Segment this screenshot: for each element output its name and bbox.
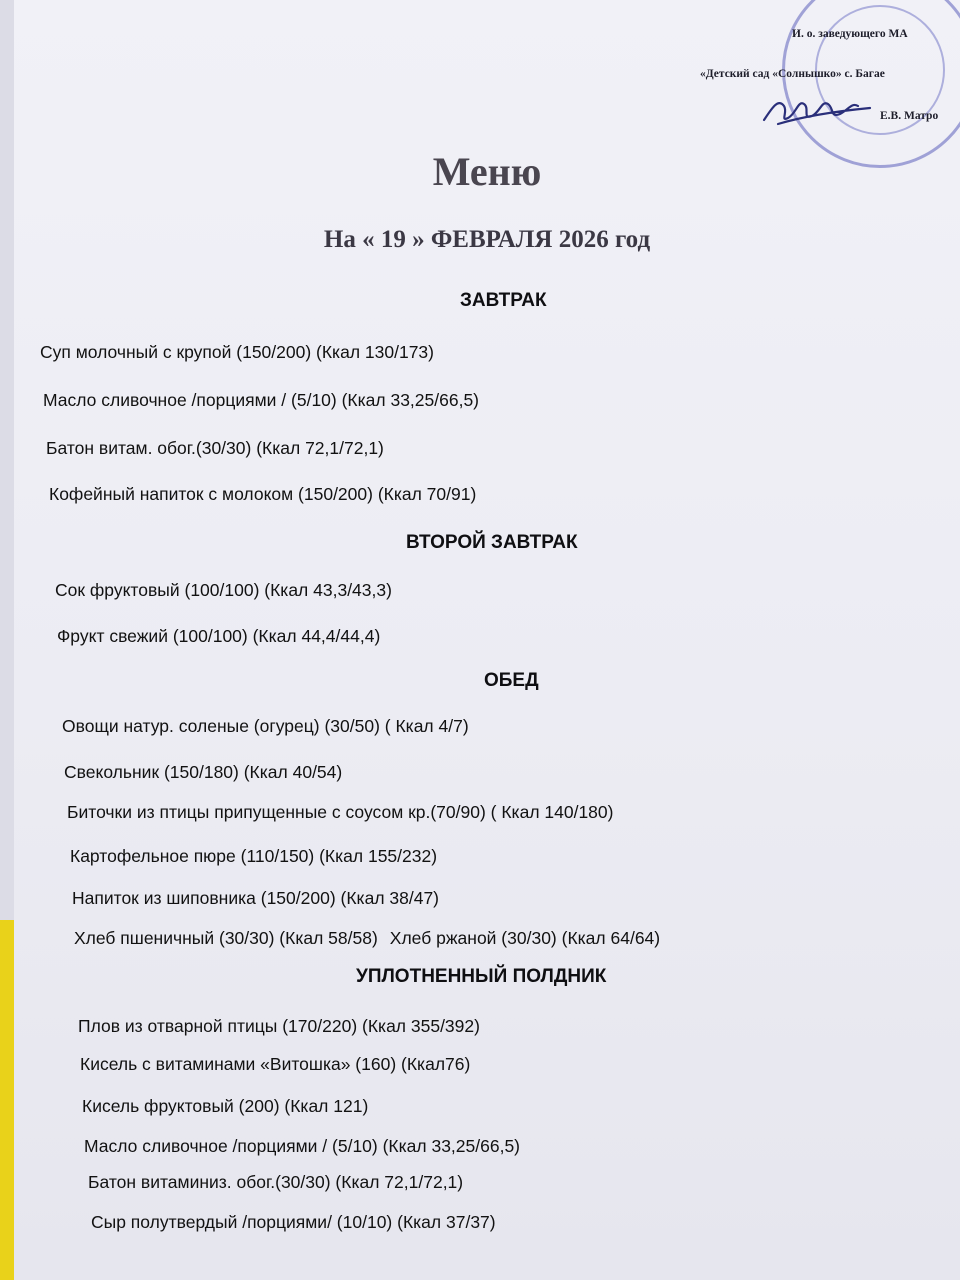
menu-item: Кисель фруктовый (200) (Ккал 121): [82, 1096, 369, 1116]
menu-item: Хлеб ржаной (30/30) (Ккал 64/64): [389, 928, 661, 948]
menu-item: Биточки из птицы припущенные с соусом кр.(70/90) ( Ккал 140/180): [67, 802, 614, 822]
menu-item: Сыр полутвердый /порциями/ (10/10) (Ккал 37/37): [91, 1212, 496, 1232]
page-title: Меню: [432, 149, 542, 194]
menu-item: Масло сливочное /порциями / (5/10) (Ккал 33,25/66,5): [84, 1136, 521, 1156]
menu-item: Суп молочный с крупой (150/200) (Ккал 130/173): [40, 342, 434, 362]
menu-item: Свекольник (150/180) (Ккал 40/54): [64, 762, 343, 782]
menu-item: Напиток из шиповника (150/200) (Ккал 38/47): [72, 888, 440, 908]
section-heading-snack: УПЛОТНЕННЫЙ ПОЛДНИК: [356, 966, 607, 987]
menu-item: Овощи натур. соленые (огурец) (30/50) ( Ккал 4/7): [62, 716, 469, 736]
signature-icon: [758, 78, 878, 138]
menu-item: Кисель с витаминами «Витошка» (160) (Ккал76): [80, 1054, 471, 1074]
background-edge: [0, 0, 14, 920]
section-heading-second-breakfast: ВТОРОЙ ЗАВТРАК: [406, 532, 578, 553]
menu-item: Плов из отварной птицы (170/220) (Ккал 355/392): [78, 1016, 480, 1036]
section-heading-breakfast: ЗАВТРАК: [460, 290, 547, 311]
menu-date: На « 19 » ФЕВРАЛЯ 2026 год: [323, 226, 651, 253]
menu-item: Кофейный напиток с молоком (150/200) (Ккал 70/91): [49, 484, 477, 504]
menu-item: Картофельное пюре (110/150) (Ккал 155/232): [70, 846, 438, 866]
menu-item-bread: [74, 928, 660, 949]
menu-item: Батон витам. обог.(30/30) (Ккал 72,1/72,1): [46, 438, 384, 458]
menu-item: Масло сливочное /порциями / (5/10) (Ккал 33,25/66,5): [43, 390, 480, 410]
approval-organization: «Детский сад «Солнышко» с. Багае: [700, 68, 885, 80]
approval-signatory: Е.В. Матро: [880, 110, 939, 122]
menu-sheet: [14, 0, 960, 1280]
menu-item: Хлеб пшеничный (30/30) (Ккал 58/58): [74, 928, 378, 948]
yellow-background-edge: [0, 920, 14, 1280]
menu-item: Фрукт свежий (100/100) (Ккал 44,4/44,4): [57, 626, 381, 646]
approval-position: И. о. заведующего МА: [792, 28, 908, 40]
menu-item: Сок фруктовый (100/100) (Ккал 43,3/43,3): [55, 580, 392, 600]
menu-item: Батон витаминиз. обог.(30/30) (Ккал 72,1/72,1): [88, 1172, 464, 1192]
section-heading-lunch: ОБЕД: [484, 670, 539, 691]
